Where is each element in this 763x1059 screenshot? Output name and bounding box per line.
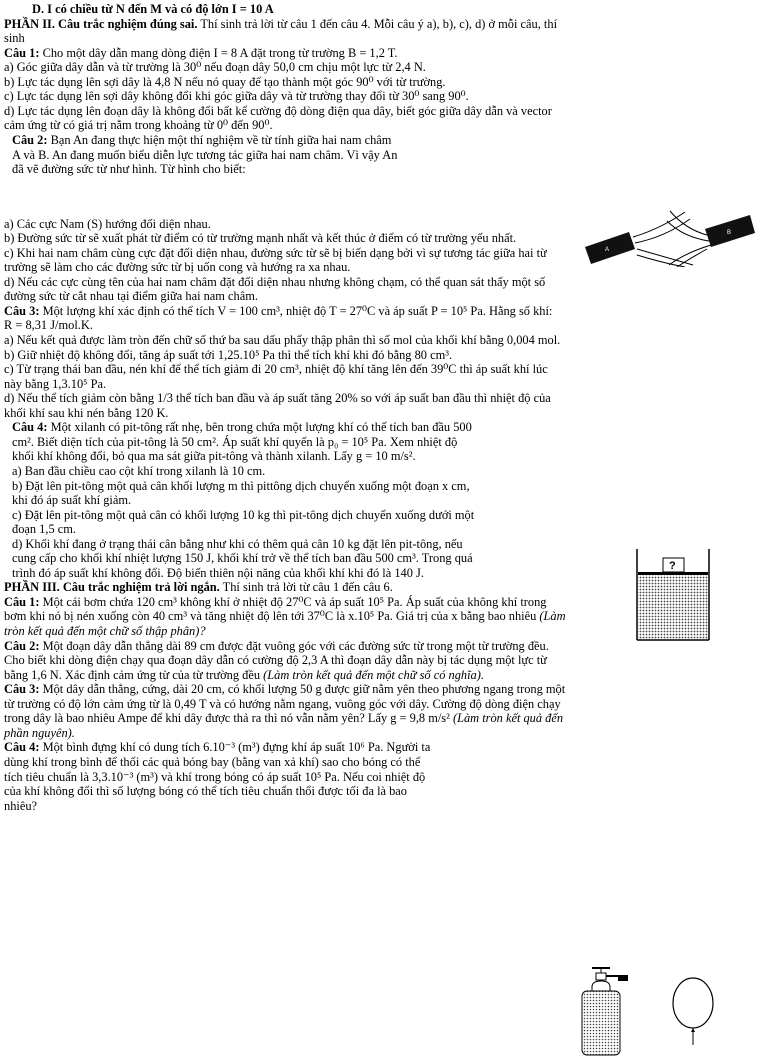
text-line: Câu 2: Một đoạn dây dẫn thẳng dài 89 cm được đặt vuông góc với các đường sức từ trong một từ trường đều. bbox=[4, 638, 549, 653]
text-line: Câu 1: Một cái bơm chứa 120 cm³ không khí ở nhiệt độ 27⁰C và áp suất 10⁵ Pa. Áp suất của không khí trong bbox=[4, 594, 547, 609]
text-line: Câu 3: Một dây dẫn thẳng, cứng, dài 20 cm, có khối lượng 50 g được giữ nằm yên theo phương ngang trong một bbox=[4, 682, 566, 697]
text-line: a) Ban đầu chiều cao cột khí trong xilanh là 10 cm. bbox=[12, 463, 266, 478]
text-line: b) Đặt lên pit-tông một quả cân khối lượng m thì pittông dịch chuyển xuống một đoạn x cm, bbox=[12, 478, 470, 493]
text-line: A và B. An đang muốn biểu diễn lực tương tác giữa hai nam châm. Vì vậy An bbox=[12, 147, 398, 162]
text-line: đoạn 1,5 cm. bbox=[12, 522, 77, 537]
text-line: d) Nếu các cực cùng tên của hai nam châm đặt đối diện nhau nhưng không chạm, có thể quan sát thấy một số bbox=[4, 274, 546, 289]
text-line: c) Lực tác dụng lên sợi dây không đổi khi góc giữa dây và từ trường thay đổi từ 30⁰ sang 90⁰. bbox=[4, 89, 469, 104]
text-line: b) Lực tác dụng lên sợi dây là 4,8 N nếu nó quay để tạo thành một góc 90⁰ với từ trường. bbox=[4, 74, 446, 89]
magnet-b bbox=[705, 215, 755, 247]
text-line: khối khí sau khi nén bằng 120 K. bbox=[4, 405, 169, 420]
text-line: này bằng 1,3.10⁵ Pa. bbox=[4, 376, 107, 391]
magnet-b-label: B bbox=[727, 230, 732, 236]
text-line: Câu 2: Bạn An đang thực hiện một thí nghiệm về từ tính giữa hai nam châm bbox=[12, 132, 392, 147]
text-line: phần nguyên). bbox=[4, 725, 75, 740]
text-line: đường sức từ cắt nhau tại điểm giữa hai nam châm. bbox=[4, 289, 258, 304]
text-line: c) Đặt lên pit-tông một quả cân có khối lượng 10 kg thì pit-tông dịch chuyển xuống dưới một bbox=[12, 507, 475, 522]
text-line: tích tiêu chuẩn là 3,3.10⁻³ (m³) và khí trong bóng có áp suất 10⁵ Pa. Nếu coi nhiệt độ bbox=[4, 769, 426, 784]
text-line: dùng khí trong bình để thổi các quả bóng bay (bằng van xả khí) sao cho bóng có thể bbox=[4, 754, 421, 769]
text-line: bơm khi nó bị nén xuống còn 40 cm³ và tăng nhiệt độ lên tới 37⁰C là x.10⁵ Pa. Giá trị của x bằng bao nhiêu (Làm bbox=[4, 609, 566, 624]
text-line: cảm ứng từ có giá trị nằm trong khoảng từ 0⁰ đến 90⁰. bbox=[4, 118, 273, 133]
text-line: đã vẽ đường sức từ như hình. Từ hình cho biết: bbox=[12, 162, 246, 177]
balloon bbox=[673, 978, 713, 1045]
magnets-figure bbox=[585, 207, 755, 267]
text-line: c) Từ trạng thái ban đầu, nén khí để thể tích giảm đi 20 cm³, nhiệt độ khí tăng lên đến 39⁰C thì áp suất khí lúc bbox=[4, 362, 548, 377]
text-line: d) Khối khí đang ở trạng thái cân bằng như khi có thêm quả cân 10 kg đặt lên pit-tông, nếu bbox=[12, 536, 463, 551]
text-line: a) Nếu kết quả được làm tròn đến chữ số thứ ba sau dấu phẩy thập phân thì số mol của khối khí bằng 0,004 mol. bbox=[4, 333, 561, 347]
text-line: trường sẽ làm cho các đường sức từ bị uốn cong và hướng ra xa nhau. bbox=[4, 260, 351, 275]
text-line: a) Các cực Nam (S) hướng đối diện nhau. bbox=[4, 216, 211, 231]
text-line: a) Góc giữa dây dẫn và từ trường là 30⁰ nếu đoạn dây 50,0 cm chịu một lực từ 2,4 N. bbox=[4, 60, 426, 75]
text-line: Cho biết khi dòng điện chạy qua đoạn dây dẫn có cường độ 2,3 A thì đoạn dây dẫn này bị tác dụng một lực từ bbox=[4, 653, 547, 668]
weight-label: ? bbox=[669, 560, 676, 572]
text-line: d) Nếu thể tích giảm còn bằng 1/3 thể tích ban đầu và áp suất tăng 20% so với áp suất ban đầu thì nhiệt độ của bbox=[4, 391, 551, 406]
text-line: Câu 1: Cho một dây dẫn mang dòng điện I = 8 A đặt trong từ trường B = 1,2 T. bbox=[4, 45, 398, 60]
text-line: bằng 1,6 N. Xác định cảm ứng từ của từ trường đều (Làm tròn kết quả đến một chữ số có nghĩa). bbox=[4, 667, 484, 682]
bottle-balloon-figure bbox=[580, 963, 715, 1059]
text-line: R = 8,31 J/mol.K. bbox=[4, 318, 93, 333]
text-line: Câu 3: Một lượng khí xác định có thể tích V = 100 cm³, nhiệt độ T = 27⁰C và áp suất P = 10⁵ Pa. Hằng số khí: bbox=[4, 303, 553, 318]
text-line: c) Khi hai nam châm cùng cực đặt đối diện nhau, đường sức từ sẽ bị biến dạng bởi vì sự tương tác giữa hai từ bbox=[4, 245, 547, 260]
text-line: cung cấp cho khối khí nhiệt lượng 150 J, khối khí trở về thể tích ban đầu 500 cm³. Trong quá bbox=[12, 551, 473, 566]
cylinder-figure bbox=[636, 549, 710, 641]
text-line: Câu 4: Một xilanh có pit-tông rất nhẹ, bên trong chứa một lượng khí có thể tích ban đầu 500 bbox=[12, 420, 472, 435]
text-line: khi đó áp suất khí giảm. bbox=[12, 493, 132, 508]
text-line: cm². Biết diện tích của pit-tông là 50 cm². Áp suất khí quyển là p₀ = 10⁵ Pa. Xem nhiệt độ bbox=[12, 434, 458, 449]
gas-bottle bbox=[582, 968, 628, 1055]
text-line: trình đó áp suất khí không đổi. Độ biến thiên nội năng của khối khí khi đó là 140 J. bbox=[12, 565, 424, 580]
magnet-a bbox=[585, 232, 635, 264]
text-line: Câu 4: Một bình đựng khí có dung tích 6.10⁻³ (m³) đựng khí áp suất 10⁶ Pa. Người ta bbox=[4, 740, 431, 755]
text-line: khối khí không đổi, bỏ qua ma sát giữa pit-tông và thành xilanh. Lấy g = 10 m/s². bbox=[12, 449, 416, 464]
field-lines bbox=[633, 211, 711, 267]
text-line: b) Giữ nhiệt độ không đổi, tăng áp suất tới 1,25.10⁵ Pa thì thể tích khí khi đó bằng 80 cm³. bbox=[4, 347, 453, 362]
text-line: sinh bbox=[4, 31, 25, 46]
text-line: D. I có chiều từ N đến M và có độ lớn I = 10 A bbox=[32, 2, 274, 16]
text-line: tròn kết quả đến một chữ số thập phân)? bbox=[4, 624, 206, 638]
text-line: từ trường có độ lớn cảm ứng từ là 0,49 T và có hướng nằm ngang, vuông góc với dây. Cường độ dòng điện chạy bbox=[4, 696, 561, 711]
text-line: b) Đường sức từ sẽ xuất phát từ điểm có từ trường mạnh nhất và kết thúc ở điểm có từ trường yếu nhất. bbox=[4, 231, 517, 246]
text-line: trong dây là bao nhiêu Ampe để khi dây được thả ra thì nó vẫn nằm yên? Lấy g = 9,8 m/s² (Làm tròn kết quả đến bbox=[4, 711, 564, 726]
text-line: PHẦN II. Câu trắc nghiệm đúng sai. Thí sinh trả lời từ câu 1 đến câu 4. Mỗi câu ý a), b), c), d) ở mỗi câu, thí bbox=[4, 16, 558, 31]
text-line: PHẦN III. Câu trắc nghiệm trả lời ngắn. Thí sinh trả lời từ câu 1 đến câu 6. bbox=[4, 580, 393, 595]
text-line: d) Lực tác dụng lên đoạn dây là không đổi bất kể cường độ dòng điện qua dây, biết góc giữa dây dẫn và vector bbox=[4, 103, 552, 118]
magnet-a-label: A bbox=[605, 247, 610, 253]
gas-region bbox=[638, 575, 708, 639]
text-line: nhiêu? bbox=[4, 798, 38, 813]
text-line: của khí không đổi thì số lượng bóng có thể tích tiêu chuẩn thổi được tối đa là bao bbox=[4, 784, 407, 799]
